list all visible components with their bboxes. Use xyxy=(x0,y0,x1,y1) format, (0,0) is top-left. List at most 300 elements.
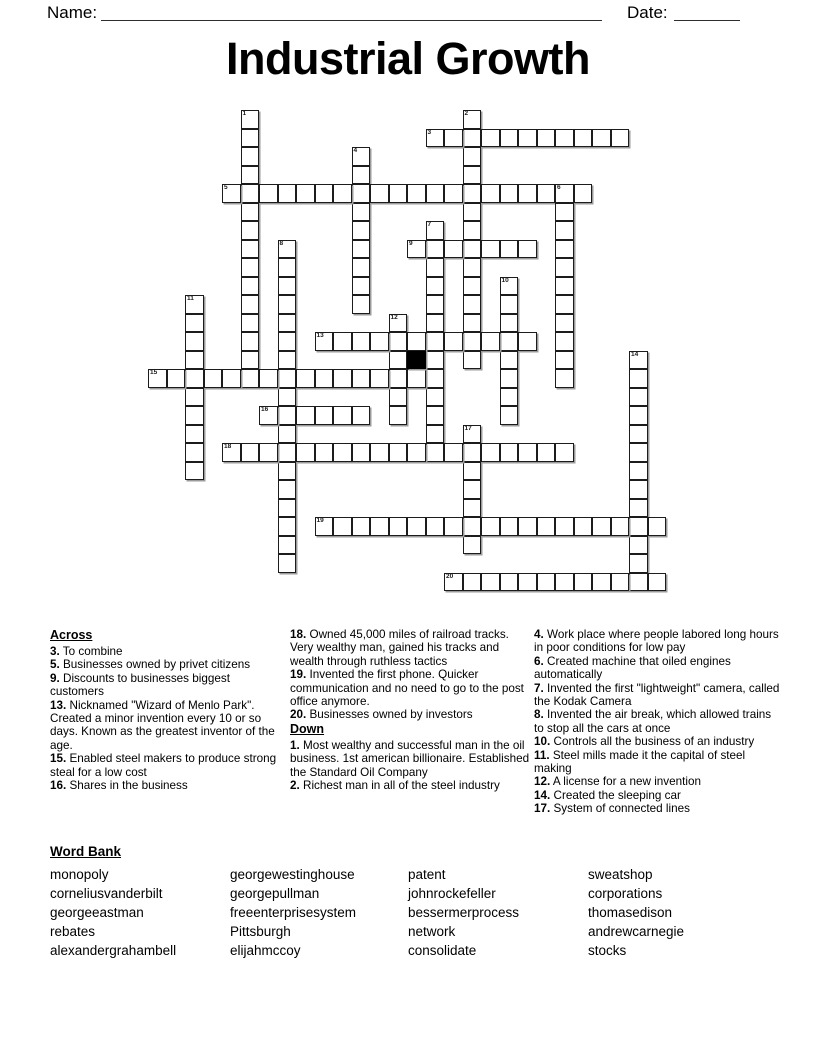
grid-cell xyxy=(259,443,278,462)
grid-cell xyxy=(518,332,537,351)
clue-number: 6. xyxy=(534,654,544,668)
grid-cell xyxy=(370,332,389,351)
grid-cell xyxy=(278,480,297,499)
grid-cell xyxy=(241,314,260,333)
grid-cell xyxy=(241,221,260,240)
grid-cell xyxy=(259,369,278,388)
grid-cell xyxy=(241,129,260,148)
grid-cell xyxy=(629,499,648,518)
grid-cell xyxy=(333,369,352,388)
grid-cell xyxy=(555,295,574,314)
clue-number: 20. xyxy=(290,708,307,722)
grid-cell xyxy=(352,166,371,185)
word-bank-item: andrewcarnegie xyxy=(588,924,685,939)
grid-cell xyxy=(278,406,297,425)
grid-cell xyxy=(500,351,519,370)
cell-number: 6 xyxy=(557,184,561,191)
grid-cell xyxy=(629,406,648,425)
grid-cell xyxy=(463,443,482,462)
grid-cell xyxy=(389,406,408,425)
black-cell xyxy=(407,351,426,370)
clue-item: 20. Businesses owned by investors xyxy=(290,708,473,722)
grid-cell xyxy=(278,554,297,573)
grid-cell xyxy=(444,184,463,203)
grid-cell xyxy=(241,240,260,259)
grid-cell xyxy=(352,147,371,166)
word-bank-section xyxy=(50,844,790,960)
grid-cell xyxy=(463,517,482,536)
clue-item: 17. System of connected lines xyxy=(534,802,690,816)
grid-cell xyxy=(555,351,574,370)
grid-cell xyxy=(500,332,519,351)
clue-number: 13. xyxy=(50,698,67,712)
grid-cell xyxy=(463,536,482,555)
grid-cell xyxy=(185,369,204,388)
grid-cell xyxy=(315,332,334,351)
grid-cell xyxy=(352,517,371,536)
clue-item: 15. Enabled steel makers to produce strong steal for a low cost xyxy=(50,752,277,779)
grid-cell xyxy=(463,258,482,277)
clue-number: 18. xyxy=(290,628,307,641)
grid-cell xyxy=(241,110,260,129)
clue-item: 4. Work place where people labored long hours in poor conditions for low pay xyxy=(534,628,779,655)
word-bank-item: georgepullman xyxy=(230,886,320,901)
grid-cell xyxy=(370,443,389,462)
grid-cell xyxy=(500,388,519,407)
grid-cell xyxy=(278,388,297,407)
grid-cell xyxy=(555,129,574,148)
grid-cell xyxy=(241,166,260,185)
grid-cell xyxy=(555,240,574,259)
grid-cell xyxy=(555,369,574,388)
word-bank-item: consolidate xyxy=(408,943,477,958)
name-label: Name: xyxy=(47,3,98,22)
grid-cell xyxy=(241,184,260,203)
grid-cell xyxy=(500,129,519,148)
grid-cell xyxy=(648,573,667,592)
grid-cell xyxy=(389,351,408,370)
grid-cell xyxy=(333,443,352,462)
grid-cell xyxy=(241,443,260,462)
grid-cell xyxy=(241,332,260,351)
clue-number: 9. xyxy=(50,671,60,685)
grid-cell xyxy=(278,314,297,333)
grid-cell xyxy=(444,129,463,148)
grid-cell xyxy=(426,443,445,462)
cell-number: 11 xyxy=(187,295,194,302)
cell-number: 19 xyxy=(316,517,324,524)
word-bank-item: thomasedison xyxy=(588,905,673,920)
name-blank-line xyxy=(101,0,602,21)
grid-cell xyxy=(537,517,556,536)
clue-heading-down: Down xyxy=(290,721,325,736)
grid-cell xyxy=(407,184,426,203)
grid-cell xyxy=(463,129,482,148)
grid-cell xyxy=(278,184,297,203)
word-bank-column xyxy=(588,865,684,960)
grid-cell xyxy=(426,258,445,277)
grid-cell xyxy=(463,573,482,592)
grid-cell xyxy=(481,184,500,203)
word-bank-column xyxy=(50,865,230,960)
clue-item: 14. Created the sleeping car xyxy=(534,788,681,802)
crossword-grid xyxy=(148,110,668,592)
grid-cell xyxy=(500,517,519,536)
clue-number: 16. xyxy=(50,779,67,793)
grid-cell xyxy=(555,203,574,222)
clue-number: 8. xyxy=(534,708,544,722)
grid-cell xyxy=(426,295,445,314)
word-bank-item: Pittsburgh xyxy=(230,924,291,939)
clue-item: 2. Richest man in all of the steel industry xyxy=(290,779,500,793)
grid-cell xyxy=(629,554,648,573)
cell-number: 16 xyxy=(261,406,269,413)
grid-cell xyxy=(407,369,426,388)
grid-cell xyxy=(426,517,445,536)
grid-cell xyxy=(555,184,574,203)
cell-number: 5 xyxy=(224,184,228,191)
word-bank-item: georgewestinghouse xyxy=(230,867,355,882)
word-bank-item: alexandergrahambell xyxy=(50,943,177,958)
word-bank-item: elijahmccoy xyxy=(230,943,301,958)
clue-heading-across: Across xyxy=(50,628,93,642)
grid-cell xyxy=(574,517,593,536)
grid-cell xyxy=(389,314,408,333)
word-bank-heading: Word Bank xyxy=(50,844,122,859)
clue-number: 19. xyxy=(290,668,307,682)
grid-cell xyxy=(555,332,574,351)
grid-cell xyxy=(518,573,537,592)
grid-cell xyxy=(185,388,204,407)
cell-number: 2 xyxy=(464,110,469,117)
clue-column-left xyxy=(50,628,287,792)
clue-number: 2. xyxy=(290,779,300,793)
grid-cell xyxy=(352,369,371,388)
word-bank-item: corneliusvanderbilt xyxy=(50,886,163,901)
word-bank-item: corporations xyxy=(588,886,663,901)
cell-number: 10 xyxy=(501,276,509,284)
grid-cell xyxy=(500,295,519,314)
grid-cell xyxy=(352,221,371,240)
grid-cell xyxy=(463,332,482,351)
word-bank-item: monopoly xyxy=(50,867,109,882)
grid-cell xyxy=(278,369,297,388)
grid-cell xyxy=(463,147,482,166)
grid-cell xyxy=(352,332,371,351)
grid-cell xyxy=(426,351,445,370)
grid-cell xyxy=(278,499,297,518)
grid-cell xyxy=(555,221,574,240)
grid-cell xyxy=(592,517,611,536)
grid-cell xyxy=(555,517,574,536)
clue-item: 3. To combine xyxy=(50,645,123,658)
grid-cell xyxy=(278,277,297,296)
grid-cell xyxy=(537,573,556,592)
grid-cell xyxy=(278,517,297,536)
grid-cell xyxy=(315,517,334,536)
grid-cell xyxy=(407,443,426,462)
clue-number: 15. xyxy=(50,752,67,766)
grid-cell xyxy=(518,129,537,148)
clue-number: 1. xyxy=(290,738,300,752)
word-bank-item: johnrockefeller xyxy=(408,886,496,901)
cell-number: 13 xyxy=(316,332,324,339)
grid-cell xyxy=(518,240,537,259)
grid-cell xyxy=(574,184,593,203)
grid-cell xyxy=(389,388,408,407)
grid-cell xyxy=(518,517,537,536)
clue-item: 1. Most wealthy and successful man in the oil business. 1st american billionaire. Established the Standard Oil Company xyxy=(290,738,530,779)
grid-cell xyxy=(629,517,648,536)
word-bank-item: patent xyxy=(408,867,446,882)
grid-cell xyxy=(426,221,445,240)
grid-cell xyxy=(352,240,371,259)
grid-cell xyxy=(222,443,241,462)
grid-cell xyxy=(333,332,352,351)
grid-cell xyxy=(444,332,463,351)
grid-cell xyxy=(185,462,204,481)
grid-cell xyxy=(463,425,482,444)
clue-number: 14. xyxy=(534,788,551,802)
grid-cell xyxy=(407,517,426,536)
grid-cell xyxy=(296,443,315,462)
grid-cell xyxy=(370,184,389,203)
grid-cell xyxy=(629,480,648,499)
grid-cell xyxy=(463,277,482,296)
grid-cell xyxy=(389,332,408,351)
grid-cell xyxy=(426,240,445,259)
grid-cell xyxy=(278,536,297,555)
word-bank-column xyxy=(230,865,408,960)
grid-cell xyxy=(574,129,593,148)
grid-cell xyxy=(241,277,260,296)
grid-cell xyxy=(629,425,648,444)
grid-cell xyxy=(426,129,445,148)
grid-cell xyxy=(241,203,260,222)
cell-number: 18 xyxy=(224,443,232,450)
grid-cell xyxy=(463,351,482,370)
grid-cell xyxy=(592,129,611,148)
grid-cell xyxy=(315,443,334,462)
clue-item: 13. Nicknamed "Wizard of Menlo Park". Created a minor invention every 10 or so days. Known as the greatest inventor of the age. xyxy=(50,698,275,752)
grid-cell xyxy=(500,277,519,296)
grid-cell xyxy=(555,277,574,296)
grid-cell xyxy=(185,351,204,370)
grid-cell xyxy=(407,240,426,259)
grid-cell xyxy=(370,517,389,536)
clue-item: 16. Shares in the business xyxy=(50,779,188,793)
grid-cell xyxy=(278,240,297,259)
word-bank-item: freeenterprisesystem xyxy=(230,905,357,920)
grid-cell xyxy=(629,388,648,407)
grid-cell xyxy=(333,184,352,203)
grid-cell xyxy=(426,277,445,296)
grid-cell xyxy=(463,240,482,259)
grid-cell xyxy=(426,369,445,388)
grid-cell xyxy=(278,462,297,481)
grid-cell xyxy=(518,443,537,462)
date-blank-line xyxy=(674,0,740,21)
grid-cell xyxy=(426,406,445,425)
grid-cell xyxy=(333,517,352,536)
grid-cell xyxy=(500,314,519,333)
grid-cell xyxy=(352,184,371,203)
grid-cell xyxy=(389,184,408,203)
grid-cell xyxy=(463,110,482,129)
grid-cell xyxy=(426,314,445,333)
grid-cell xyxy=(185,443,204,462)
grid-cell xyxy=(204,369,223,388)
grid-cell xyxy=(463,314,482,333)
grid-cell xyxy=(352,295,371,314)
clue-column-middle xyxy=(290,628,530,792)
grid-cell xyxy=(611,129,630,148)
clue-item: 7. Invented the first "lightweight" camera, called the Kodak Camera xyxy=(534,681,780,709)
clue-number: 17. xyxy=(534,802,551,816)
grid-cell xyxy=(500,369,519,388)
grid-cell xyxy=(537,129,556,148)
grid-cell xyxy=(537,184,556,203)
grid-cell xyxy=(537,443,556,462)
grid-cell xyxy=(296,184,315,203)
grid-cell xyxy=(315,406,334,425)
page-title: Industrial Growth xyxy=(225,33,590,84)
grid-cell xyxy=(555,573,574,592)
word-bank-item: network xyxy=(408,924,456,939)
clue-number: 4. xyxy=(534,628,544,641)
grid-cell xyxy=(481,129,500,148)
clue-number: 5. xyxy=(50,658,60,672)
grid-cell xyxy=(518,184,537,203)
grid-cell xyxy=(426,332,445,351)
grid-cell xyxy=(278,295,297,314)
word-bank-item: sweatshop xyxy=(588,867,653,882)
clue-number: 12. xyxy=(534,775,551,789)
grid-cell xyxy=(463,166,482,185)
grid-cell xyxy=(241,258,260,277)
word-bank-columns xyxy=(50,865,790,960)
grid-cell xyxy=(389,517,408,536)
clue-item: 19. Invented the first phone. Quicker communication and no need to go to the post office anymore. xyxy=(290,668,524,709)
grid-cell xyxy=(407,332,426,351)
clue-item: 9. Discounts to businesses biggest customers xyxy=(50,671,230,699)
clue-number: 3. xyxy=(50,645,60,658)
clue-number: 7. xyxy=(534,681,544,695)
grid-cell xyxy=(629,462,648,481)
grid-cell xyxy=(648,517,667,536)
grid-cell xyxy=(500,240,519,259)
cell-number: 15 xyxy=(150,369,158,376)
cell-number: 17 xyxy=(464,424,472,432)
grid-cell xyxy=(389,369,408,388)
grid-cell xyxy=(352,277,371,296)
grid-cell xyxy=(352,443,371,462)
grid-cell xyxy=(426,388,445,407)
cell-number: 4 xyxy=(353,147,358,154)
grid-cell xyxy=(629,369,648,388)
word-bank-column xyxy=(408,865,588,960)
grid-cell xyxy=(463,203,482,222)
cell-number: 1 xyxy=(242,110,247,117)
cell-number: 14 xyxy=(631,350,639,358)
grid-cell xyxy=(222,184,241,203)
grid-cell xyxy=(278,425,297,444)
cell-number: 20 xyxy=(446,572,454,580)
clue-number: 10. xyxy=(534,735,551,749)
grid-cell xyxy=(352,406,371,425)
date-label: Date: xyxy=(627,3,668,22)
clue-number: 11. xyxy=(534,748,550,762)
grid-cell xyxy=(278,332,297,351)
grid-cell xyxy=(629,351,648,370)
grid-cell xyxy=(148,369,167,388)
grid-cell xyxy=(444,443,463,462)
grid-cell xyxy=(241,351,260,370)
grid-cell xyxy=(481,443,500,462)
grid-cell xyxy=(611,573,630,592)
clue-item: 10. Controls all the business of an industry xyxy=(534,735,755,749)
grid-cell xyxy=(278,351,297,370)
clue-item: 12. A license for a new invention xyxy=(534,775,701,789)
grid-cell xyxy=(629,573,648,592)
grid-cell xyxy=(185,332,204,351)
grid-cell xyxy=(315,184,334,203)
grid-cell xyxy=(370,369,389,388)
grid-cell xyxy=(481,517,500,536)
grid-cell xyxy=(463,462,482,481)
grid-cell xyxy=(481,240,500,259)
cell-number: 7 xyxy=(427,221,432,228)
grid-cell xyxy=(500,406,519,425)
grid-cell xyxy=(185,425,204,444)
grid-cell xyxy=(555,258,574,277)
cell-number: 12 xyxy=(390,313,398,321)
grid-cell xyxy=(574,573,593,592)
grid-cell xyxy=(555,314,574,333)
grid-cell xyxy=(259,184,278,203)
clue-item: 5. Businesses owned by privet citizens xyxy=(50,658,251,672)
word-bank-item: stocks xyxy=(588,943,627,958)
grid-cell xyxy=(592,573,611,592)
grid-cell xyxy=(389,443,408,462)
grid-cell xyxy=(481,573,500,592)
grid-cell xyxy=(444,240,463,259)
grid-cell xyxy=(352,203,371,222)
grid-cell xyxy=(555,443,574,462)
cell-number: 9 xyxy=(409,239,413,247)
grid-cell xyxy=(444,517,463,536)
grid-cell xyxy=(185,406,204,425)
grid-cell xyxy=(296,406,315,425)
grid-cell xyxy=(611,517,630,536)
word-bank-item: bessermerprocess xyxy=(408,905,520,920)
grid-cell xyxy=(500,573,519,592)
grid-cell xyxy=(278,258,297,277)
grid-cell xyxy=(259,406,278,425)
grid-cell xyxy=(463,480,482,499)
grid-cell xyxy=(241,369,260,388)
cell-number: 8 xyxy=(279,239,284,247)
grid-cell xyxy=(352,258,371,277)
grid-cell xyxy=(463,295,482,314)
grid-cell xyxy=(222,369,241,388)
grid-cell xyxy=(444,573,463,592)
word-bank-item: rebates xyxy=(50,924,96,939)
word-bank-item: georgeeastman xyxy=(50,905,144,920)
grid-cell xyxy=(241,295,260,314)
grid-cell xyxy=(426,184,445,203)
grid-cell xyxy=(315,369,334,388)
